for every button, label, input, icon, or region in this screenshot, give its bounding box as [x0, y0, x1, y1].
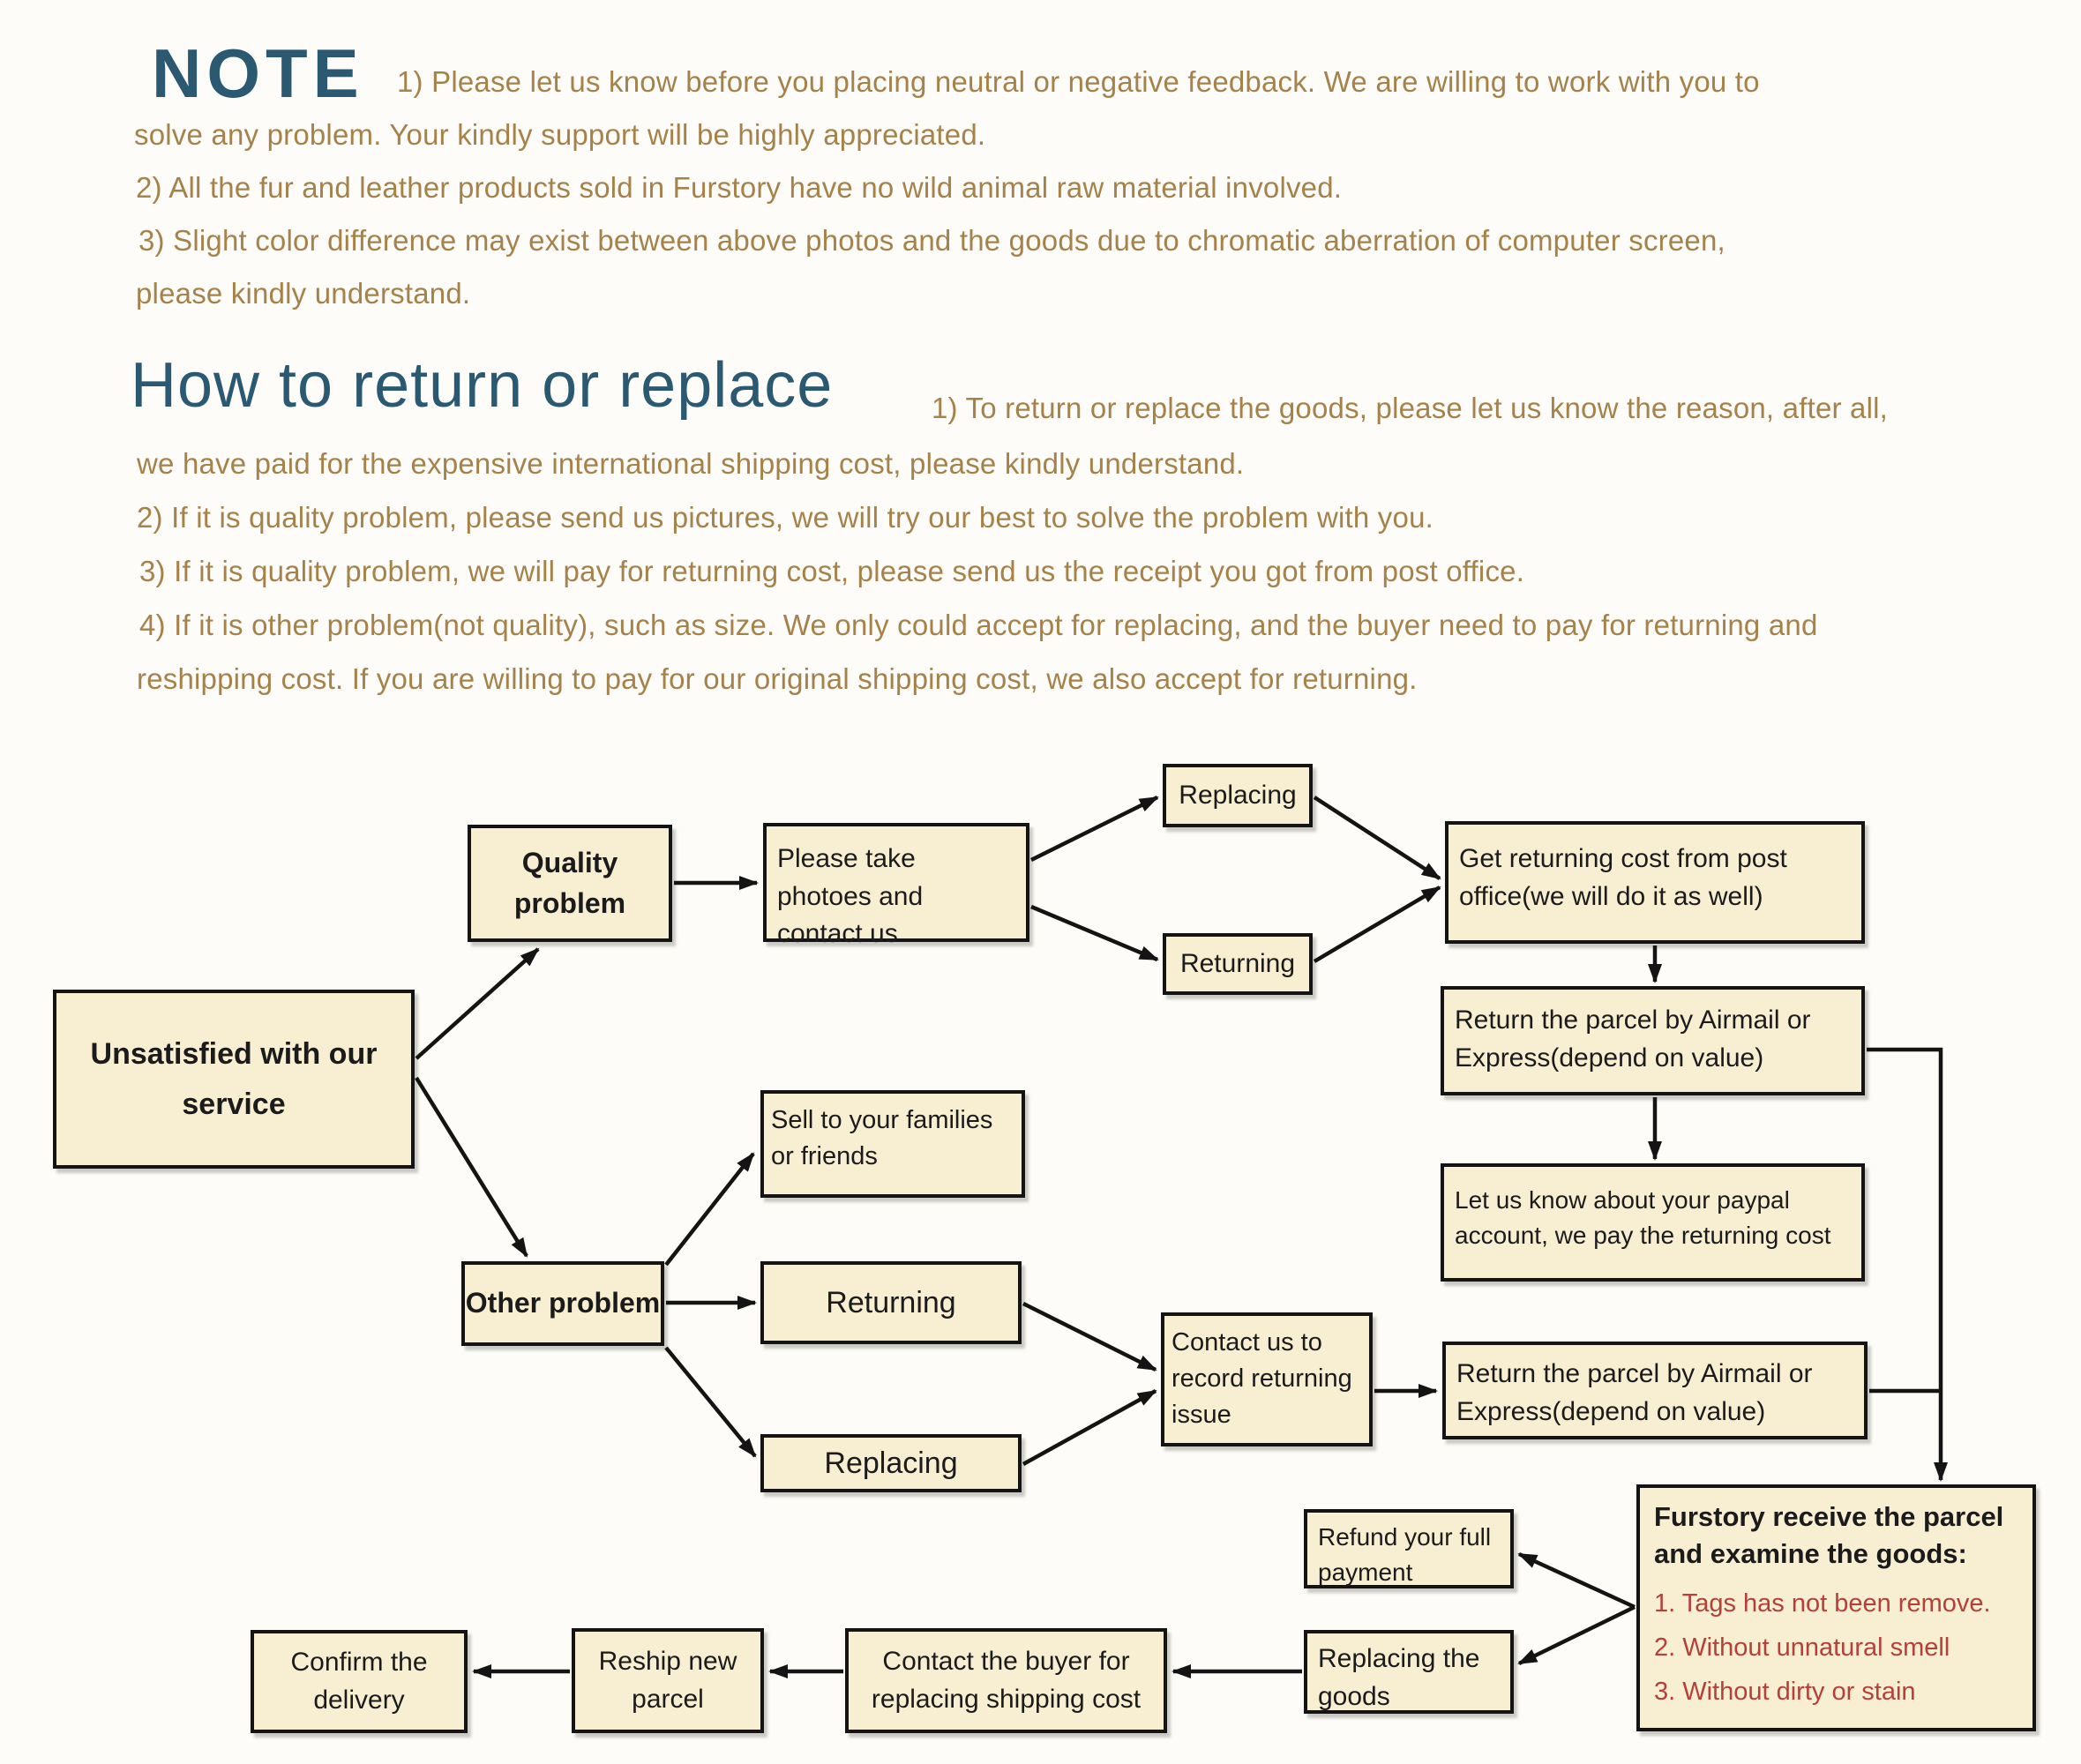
note-line-2: solve any problem. Your kindly support will be highly appreciated. — [134, 118, 986, 151]
arrow-replacing-top-to-getcost — [1314, 797, 1440, 878]
howto-heading: How to return or replace — [131, 350, 834, 421]
arrow-returning-top-to-getcost — [1314, 887, 1440, 961]
flow-node-refund-full-payment: Refund your full payment — [1304, 1509, 1514, 1588]
arrow-photos-to-replacing-top — [1031, 797, 1157, 860]
note-line-4: 3) Slight color difference may exist between above photos and the goods due to chromatic aberration of computer screen, — [138, 224, 1725, 257]
flow-node-replacing-top: Replacing — [1163, 764, 1313, 827]
arrow-furstory-to-replacing-goods — [1519, 1607, 1635, 1663]
arrow-unsatisfied-to-other — [416, 1078, 527, 1256]
flow-node-sell-to-families: Sell to your families or friends — [760, 1090, 1025, 1198]
flow-node-other-problem: Other problem — [461, 1261, 664, 1346]
flow-node-return-parcel-2: Return the parcel by Airmail or Express(depend on value) — [1442, 1342, 1868, 1439]
howto-line-3: 3) If it is quality problem, we will pay for returning cost, please send us the receipt you got from post office. — [139, 555, 1525, 587]
flow-node-take-photos: Please take photoes and contact us — [763, 823, 1029, 942]
flow-node-contact-buyer: Contact the buyer for replacing shipping cost — [845, 1628, 1167, 1733]
note-line-5: please kindly understand. — [136, 277, 471, 310]
flow-node-returning-mid: Returning — [760, 1261, 1022, 1344]
flow-node-get-returning-cost: Get returning cost from post office(we will do it as well) — [1445, 821, 1865, 944]
arrow-other-to-sell — [666, 1154, 753, 1265]
flow-node-return-parcel-1: Return the parcel by Airmail or Express(depend on value) — [1441, 986, 1865, 1095]
furstory-title: Furstory receive the parcel and examine the goods: — [1654, 1501, 2004, 1569]
flow-node-reship-new-parcel: Reship new parcel — [572, 1628, 764, 1733]
note-line-1: 1) Please let us know before you placing neutral or negative feedback. We are willing to work with you to — [397, 65, 1760, 98]
flow-node-furstory-examine — [1636, 1484, 2036, 1731]
furstory-item-3: 3. Without dirty or stain — [1654, 1677, 1916, 1706]
flow-node-quality-problem: Quality problem — [468, 825, 672, 942]
flow-node-contact-us-record: Contact us to record returning issue — [1161, 1312, 1373, 1446]
furstory-item-1: 1. Tags has not been remove. — [1654, 1588, 1991, 1618]
arrow-replacing-mid-to-contactus — [1023, 1391, 1156, 1464]
arrow-unsatisfied-to-quality — [416, 949, 538, 1058]
flow-node-replacing-the-goods: Replacing the goods — [1304, 1630, 1514, 1714]
note-heading: NOTE — [152, 34, 364, 112]
furstory-item-2: 2. Without unnatural smell — [1654, 1633, 1950, 1662]
flow-node-confirm-delivery: Confirm the delivery — [251, 1630, 468, 1733]
howto-line-2: 2) If it is quality problem, please send us pictures, we will try our best to solve the problem with you. — [137, 501, 1433, 534]
flow-node-returning-top: Returning — [1163, 933, 1313, 995]
howto-line-5: reshipping cost. If you are willing to pay for our original shipping cost, we also accept for returning. — [137, 662, 1418, 695]
arrow-returning-mid-to-contactus — [1023, 1304, 1156, 1370]
note-line-3: 2) All the fur and leather products sold in Furstory have no wild animal raw material involved. — [136, 171, 1343, 204]
arrow-furstory-to-refund — [1519, 1554, 1635, 1607]
flow-node-let-us-know-paypal: Let us know about your paypal account, we pay the returning cost — [1441, 1163, 1865, 1282]
arrow-return1-to-furstory — [1867, 1050, 1941, 1480]
flow-node-unsatisfied: Unsatisfied with our service — [53, 990, 415, 1169]
flow-node-replacing-mid: Replacing — [760, 1434, 1022, 1492]
arrow-other-to-replacing-mid — [666, 1348, 755, 1456]
howto-line-1: we have paid for the expensive international shipping cost, please kindly understand. — [137, 447, 1245, 480]
howto-line-4: 4) If it is other problem(not quality), such as size. We only could accept for replacing, and the buyer need to pay for returning and — [139, 609, 1818, 641]
howto-intro: 1) To return or replace the goods, please let us know the reason, after all, — [932, 392, 1889, 424]
arrow-photos-to-returning-top — [1031, 907, 1157, 960]
